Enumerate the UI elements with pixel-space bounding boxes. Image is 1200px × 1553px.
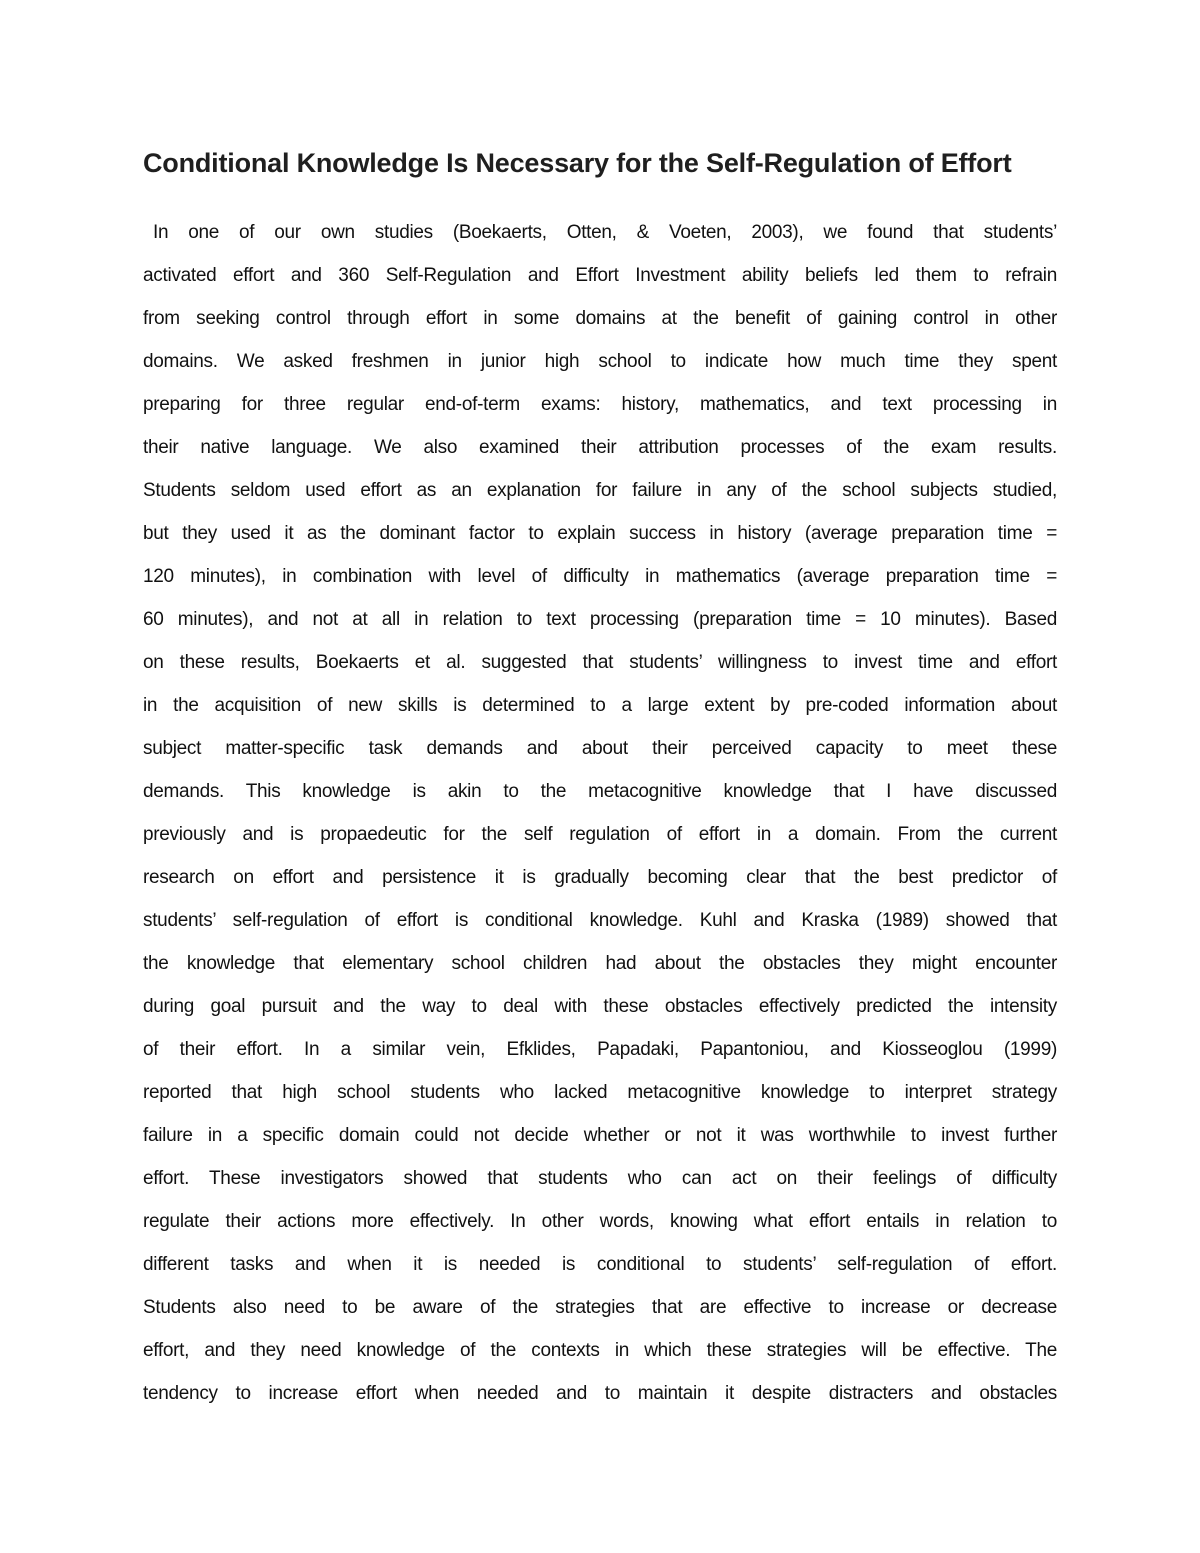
- paragraph-line: on these results, Boekaerts et al. suggested that students’ willingness to invest time and effort: [143, 652, 1057, 673]
- paragraph-line: effort. These investigators showed that students who can act on their feelings of difficulty: [143, 1168, 1057, 1189]
- paragraph-line: different tasks and when it is needed is conditional to students’ self-regulation of effort.: [143, 1254, 1057, 1275]
- paragraph-line: Students also need to be aware of the strategies that are effective to increase or decrease: [143, 1297, 1057, 1318]
- paragraph-line: tendency to increase effort when needed and to maintain it despite distracters and obstacles: [143, 1383, 1057, 1404]
- paragraph-line: previously and is propaedeutic for the self regulation of effort in a domain. From the current: [143, 824, 1057, 845]
- paragraph-line: from seeking control through effort in some domains at the benefit of gaining control in other: [143, 308, 1057, 329]
- paragraph-line: students’ self-regulation of effort is conditional knowledge. Kuhl and Kraska (1989) showed that: [143, 910, 1057, 931]
- paragraph-line: demands. This knowledge is akin to the metacognitive knowledge that I have discussed: [143, 781, 1057, 802]
- paragraph-line: regulate their actions more effectively. In other words, knowing what effort entails in relation to: [143, 1211, 1057, 1232]
- paragraph-line: domains. We asked freshmen in junior high school to indicate how much time they spent: [143, 351, 1057, 372]
- body-paragraph: [143, 211, 1057, 1415]
- paragraph-line: but they used it as the dominant factor to explain success in history (average preparation time =: [143, 523, 1057, 544]
- paragraph-line: failure in a specific domain could not decide whether or not it was worthwhile to invest further: [143, 1125, 1057, 1146]
- paragraph-line: In one of our own studies (Boekaerts, Otten, & Voeten, 2003), we found that students’: [153, 222, 1057, 243]
- paragraph-line: reported that high school students who lacked metacognitive knowledge to interpret strategy: [143, 1082, 1057, 1103]
- paragraph-line: Students seldom used effort as an explanation for failure in any of the school subjects studied,: [143, 480, 1057, 501]
- paragraph-line: subject matter-specific task demands and about their perceived capacity to meet these: [143, 738, 1057, 759]
- paragraph-line: of their effort. In a similar vein, Efklides, Papadaki, Papantoniou, and Kiosseoglou (1999): [143, 1039, 1057, 1060]
- section-heading: Conditional Knowledge Is Necessary for the Self-Regulation of Effort: [143, 148, 1012, 178]
- paragraph-line: in the acquisition of new skills is determined to a large extent by pre-coded information about: [143, 695, 1057, 716]
- paragraph-line: their native language. We also examined their attribution processes of the exam results.: [143, 437, 1057, 458]
- paragraph-line: 60 minutes), and not at all in relation to text processing (preparation time = 10 minutes). Based: [143, 609, 1057, 630]
- paragraph-line: during goal pursuit and the way to deal with these obstacles effectively predicted the intensity: [143, 996, 1057, 1017]
- paragraph-line: activated effort and 360 Self-Regulation and Effort Investment ability beliefs led them to refrain: [143, 265, 1057, 286]
- paragraph-line: 120 minutes), in combination with level of difficulty in mathematics (average preparation time =: [143, 566, 1057, 587]
- paragraph-line: preparing for three regular end-of-term exams: history, mathematics, and text processing in: [143, 394, 1057, 415]
- paragraph-line: effort, and they need knowledge of the contexts in which these strategies will be effective. The: [143, 1340, 1057, 1361]
- paragraph-line: the knowledge that elementary school children had about the obstacles they might encounter: [143, 953, 1057, 974]
- paragraph-line: research on effort and persistence it is gradually becoming clear that the best predictor of: [143, 867, 1057, 888]
